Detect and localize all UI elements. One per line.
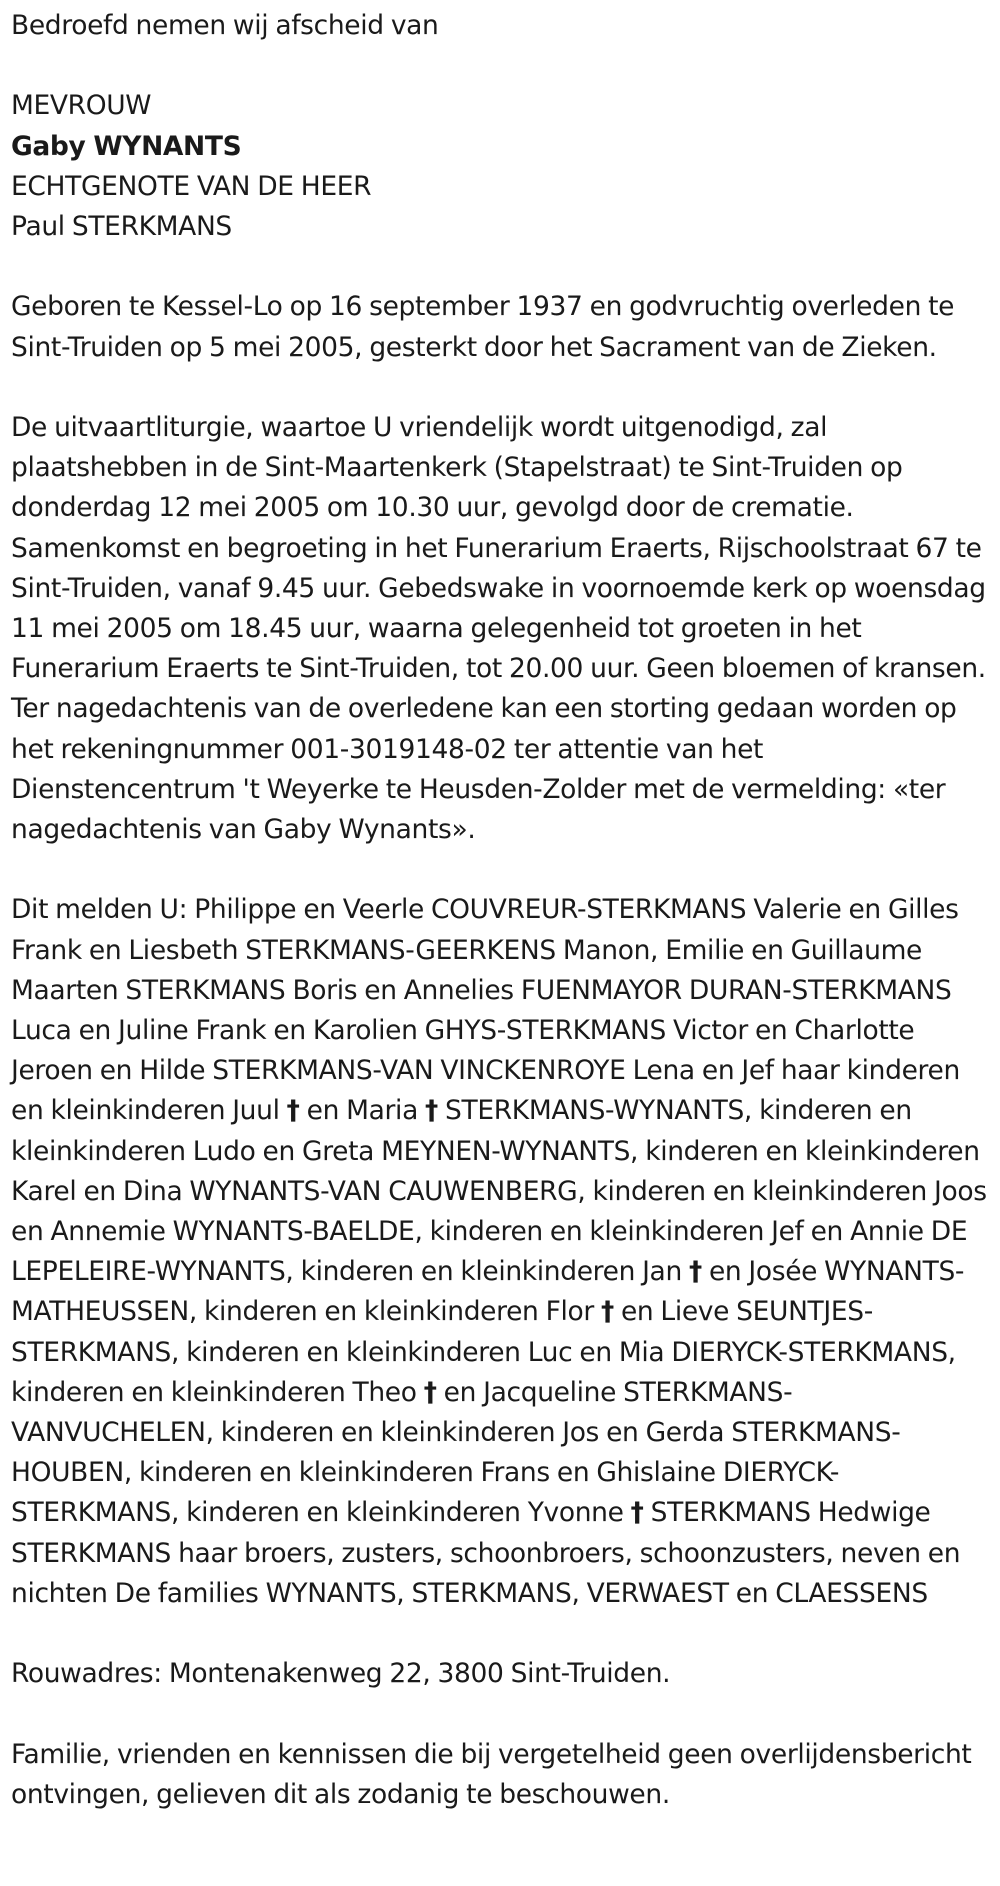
intro-text: Bedroefd nemen wij afscheid van	[11, 10, 439, 41]
cross-icon: †	[600, 1296, 614, 1328]
deceased-name: Gaby WYNANTS	[11, 130, 242, 162]
cross-icon: †	[425, 1095, 438, 1127]
funeral-paragraph: De uitvaartliturgie, waartoe U vriendelijk wordt uitgenodigd, zal plaatshebben in de Sint-Maartenkerk (Stapelstraat) te Sint-Truiden op donderdag 12 mei 2005 om 10.30 uur, gevolgd door de crematie. Samenkomst en begroeting in het Funerarium Eraerts, Rijschoolstraat 67 te Sint-Truiden, vanaf 9.45 uur. Gebedswake in voornoemde kerk op woensdag 11 mei 2005 om 18.45 uur, waarna gelegenheid tot groeten in het Funerarium Eraerts te Sint-Truiden, tot 20.00 uur. Geen bloemen of kransen. Ter nagedachtenis van de overledene kan een storting gedaan worden op het rekeningnummer 001-3019148-02 ter attentie van het Dienstencentrum 't Weyerke te Heusden-Zolder met de vermelding: «ter nagedachtenis van Gaby Wynants».	[11, 411, 986, 846]
family-text-segment: Dit melden U: Philippe en Veerle COUVREUR-STERKMANS Valerie en Gilles Frank en Liesbeth STERKMANS-GEERKENS Manon, Emilie en Guillaume Maarten STERKMANS Boris en Annelies FUENMAYOR DURAN-STERKMANS Luca en Juline Frank en Karolien GHYS-STERKMANS Victor en Charlotte Jeroen en Hilde STERKMANS-VAN VINCKENROYE Lena en Jef haar kinderen en kleinkinderen Juul	[11, 894, 960, 1127]
family-text-segment: en Lieve SEUNTJES-STERKMANS, kinderen en kleinkinderen Luc en Mia DIERYCK-STERKMANS, kinderen en kleinkinderen Theo	[11, 1296, 956, 1408]
address-text: Rouwadres: Montenakenweg 22, 3800 Sint-Truiden.	[11, 1658, 671, 1690]
deceased-title: MEVROUW	[11, 90, 152, 122]
family-text-segment: en Maria	[299, 1095, 426, 1127]
family-text-segment: STERKMANS Hedwige STERKMANS haar broers, zusters, schoonbroers, schoonzusters, neven en nichten De families WYNANTS, STERKMANS, VERWAEST en CLAESSENS	[11, 1497, 961, 1609]
relation-text: ECHTGENOTE VAN DE HEER	[11, 170, 372, 202]
closing-text: Familie, vrienden en kennissen die bij vergetelheid geen overlijdensbericht ontvingen, gelieven dit als zodanig te beschouwen.	[11, 1738, 972, 1810]
family-text-segment: en Josée WYNANTS-MATHEUSSEN, kinderen en kleinkinderen Flor	[11, 1256, 965, 1328]
birth-death-paragraph: Geboren te Kessel-Lo op 16 september 1937 en godvruchtig overleden te Sint-Truiden op 5 mei 2005, gesterkt door het Sacrament van de Zieken.	[11, 291, 955, 363]
cross-icon: †	[630, 1497, 644, 1529]
family-text-segment: en Jacqueline STERKMANS-VANVUCHELEN, kinderen en kleinkinderen Jos en Gerda STERKMANS-HOUBEN, kinderen en kleinkinderen Frans en Ghislaine DIERYCK-STERKMANS, kinderen en kleinkinderen Yvonne	[11, 1376, 901, 1529]
spouse-name: Paul STERKMANS	[11, 211, 232, 242]
family-paragraph	[11, 890, 992, 1614]
cross-icon: †	[688, 1256, 702, 1288]
family-text-segment: STERKMANS-WYNANTS, kinderen en kleinkinderen Ludo en Greta MEYNEN-WYNANTS, kinderen en kleinkinderen Karel en Dina WYNANTS-VAN CAUWENBERG, kinderen en kleinkinderen Joos en Annemie WYNANTS-BAELDE, kinderen en kleinkinderen Jef en Annie DE LEPELEIRE-WYNANTS, kinderen en kleinkinderen Jan	[11, 1095, 987, 1288]
cross-icon: †	[286, 1095, 300, 1127]
cross-icon: †	[423, 1376, 437, 1408]
